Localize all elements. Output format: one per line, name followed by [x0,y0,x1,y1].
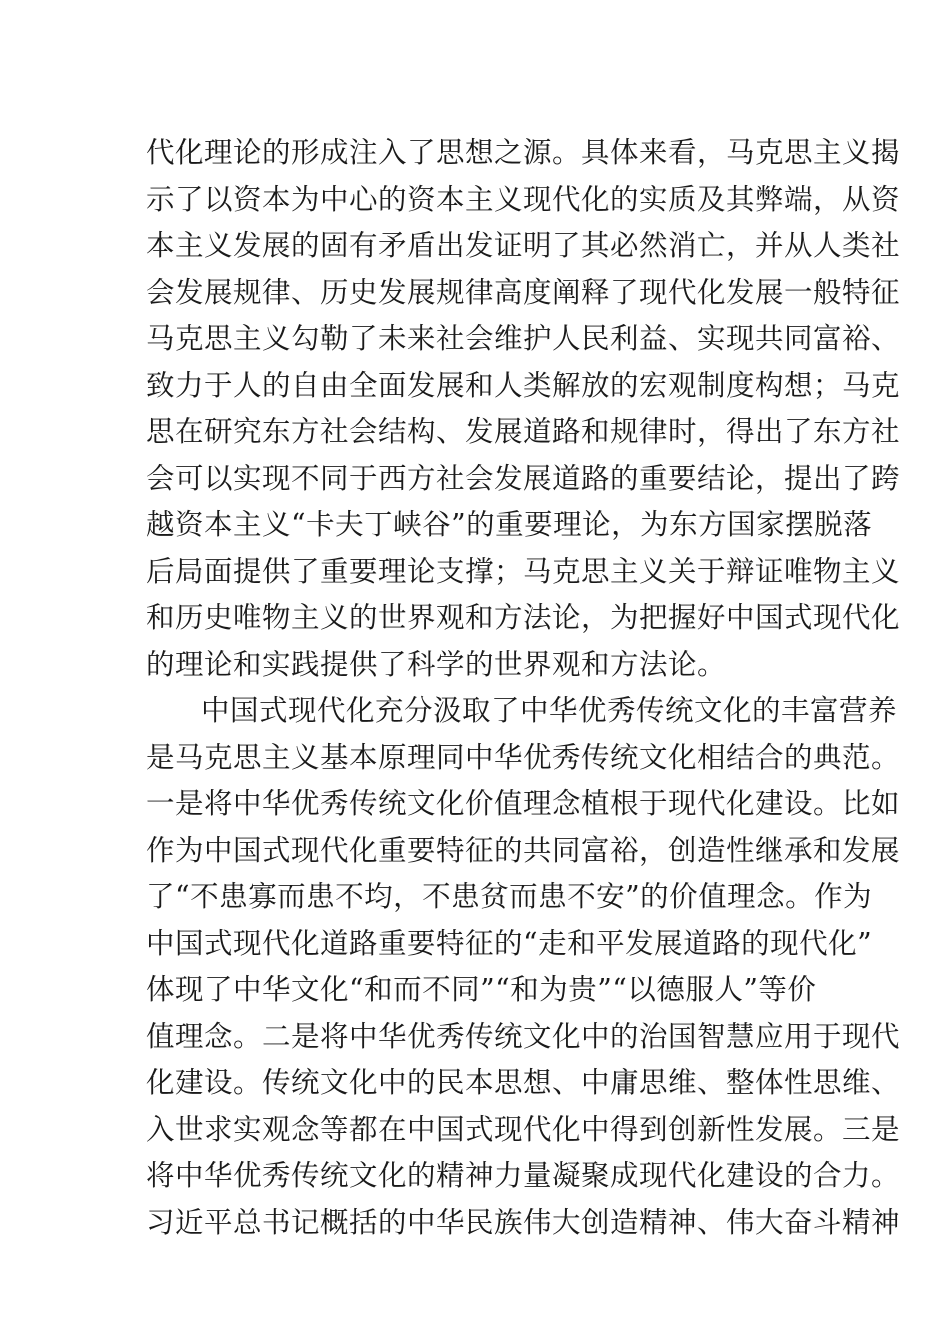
text-line: 越资本主义“卡夫丁峡谷”的重要理论，为东方国家摆脱落 [146,508,873,541]
paragraph-start-line: 中国式现代化充分汲取了中华优秀传统文化的丰富营养 [201,694,898,727]
text-line: 思在研究东方社会结构、发展道路和规律时，得出了东方社 [146,415,901,448]
text-line: 化建设。传统文化中的民本思想、中庸思维、整体性思维、 [146,1066,901,1099]
text-line: 示了以资本为中心的资本主义现代化的实质及其弊端，从资 [146,182,901,216]
text-line: 致力于人的自由全面发展和人类解放的宏观制度构想；马克 [146,368,901,402]
text-line: 会可以实现不同于西方社会发展道路的重要结论，提出了跨 [146,461,901,495]
text-line: 会发展规律、历史发展规律高度阐释了现代化发展一般特征 [146,275,901,309]
text-line: 了“不患寡而患不均，不患贫而患不安”的价值理念。作为 [146,880,873,913]
text-line: 本主义发展的固有矛盾出发证明了其必然消亡，并从人类社 [146,229,901,262]
text-line: 的理论和实践提供了科学的世界观和方法论。 [146,647,727,681]
text-line: 习近平总书记概括的中华民族伟大创造精神、伟大奋斗精神 [146,1205,901,1239]
text-line: 体现了中华文化“和而不同”“和为贵”“以德服人”等价 [146,973,817,1006]
text-line: 和历史唯物主义的世界观和方法论，为把握好中国式现代化 [146,601,901,634]
text-line: 入世求实观念等都在中国式现代化中得到创新性发展。三是 [146,1112,901,1146]
text-line: 作为中国式现代化重要特征的共同富裕，创造性继承和发展 [146,833,901,867]
text-line: 中国式现代化道路重要特征的“走和平发展道路的现代化” [146,926,873,960]
text-line: 一是将中华优秀传统文化价值理念植根于现代化建设。比如 [146,787,901,820]
text-line: 代化理论的形成注入了思想之源。具体来看，马克思主义揭 [146,136,901,169]
document-body [146,130,901,1246]
text-line: 值理念。二是将中华优秀传统文化中的治国智慧应用于现代 [146,1019,901,1053]
text-line: 马克思主义勾勒了未来社会维护人民利益、实现共同富裕、 [146,322,901,355]
text-line: 是马克思主义基本原理同中华优秀传统文化相结合的典范。 [146,740,901,774]
text-line: 后局面提供了重要理论支撑；马克思主义关于辩证唯物主义 [146,554,901,588]
text-line: 将中华优秀传统文化的精神力量凝聚成现代化建设的合力。 [146,1159,901,1192]
